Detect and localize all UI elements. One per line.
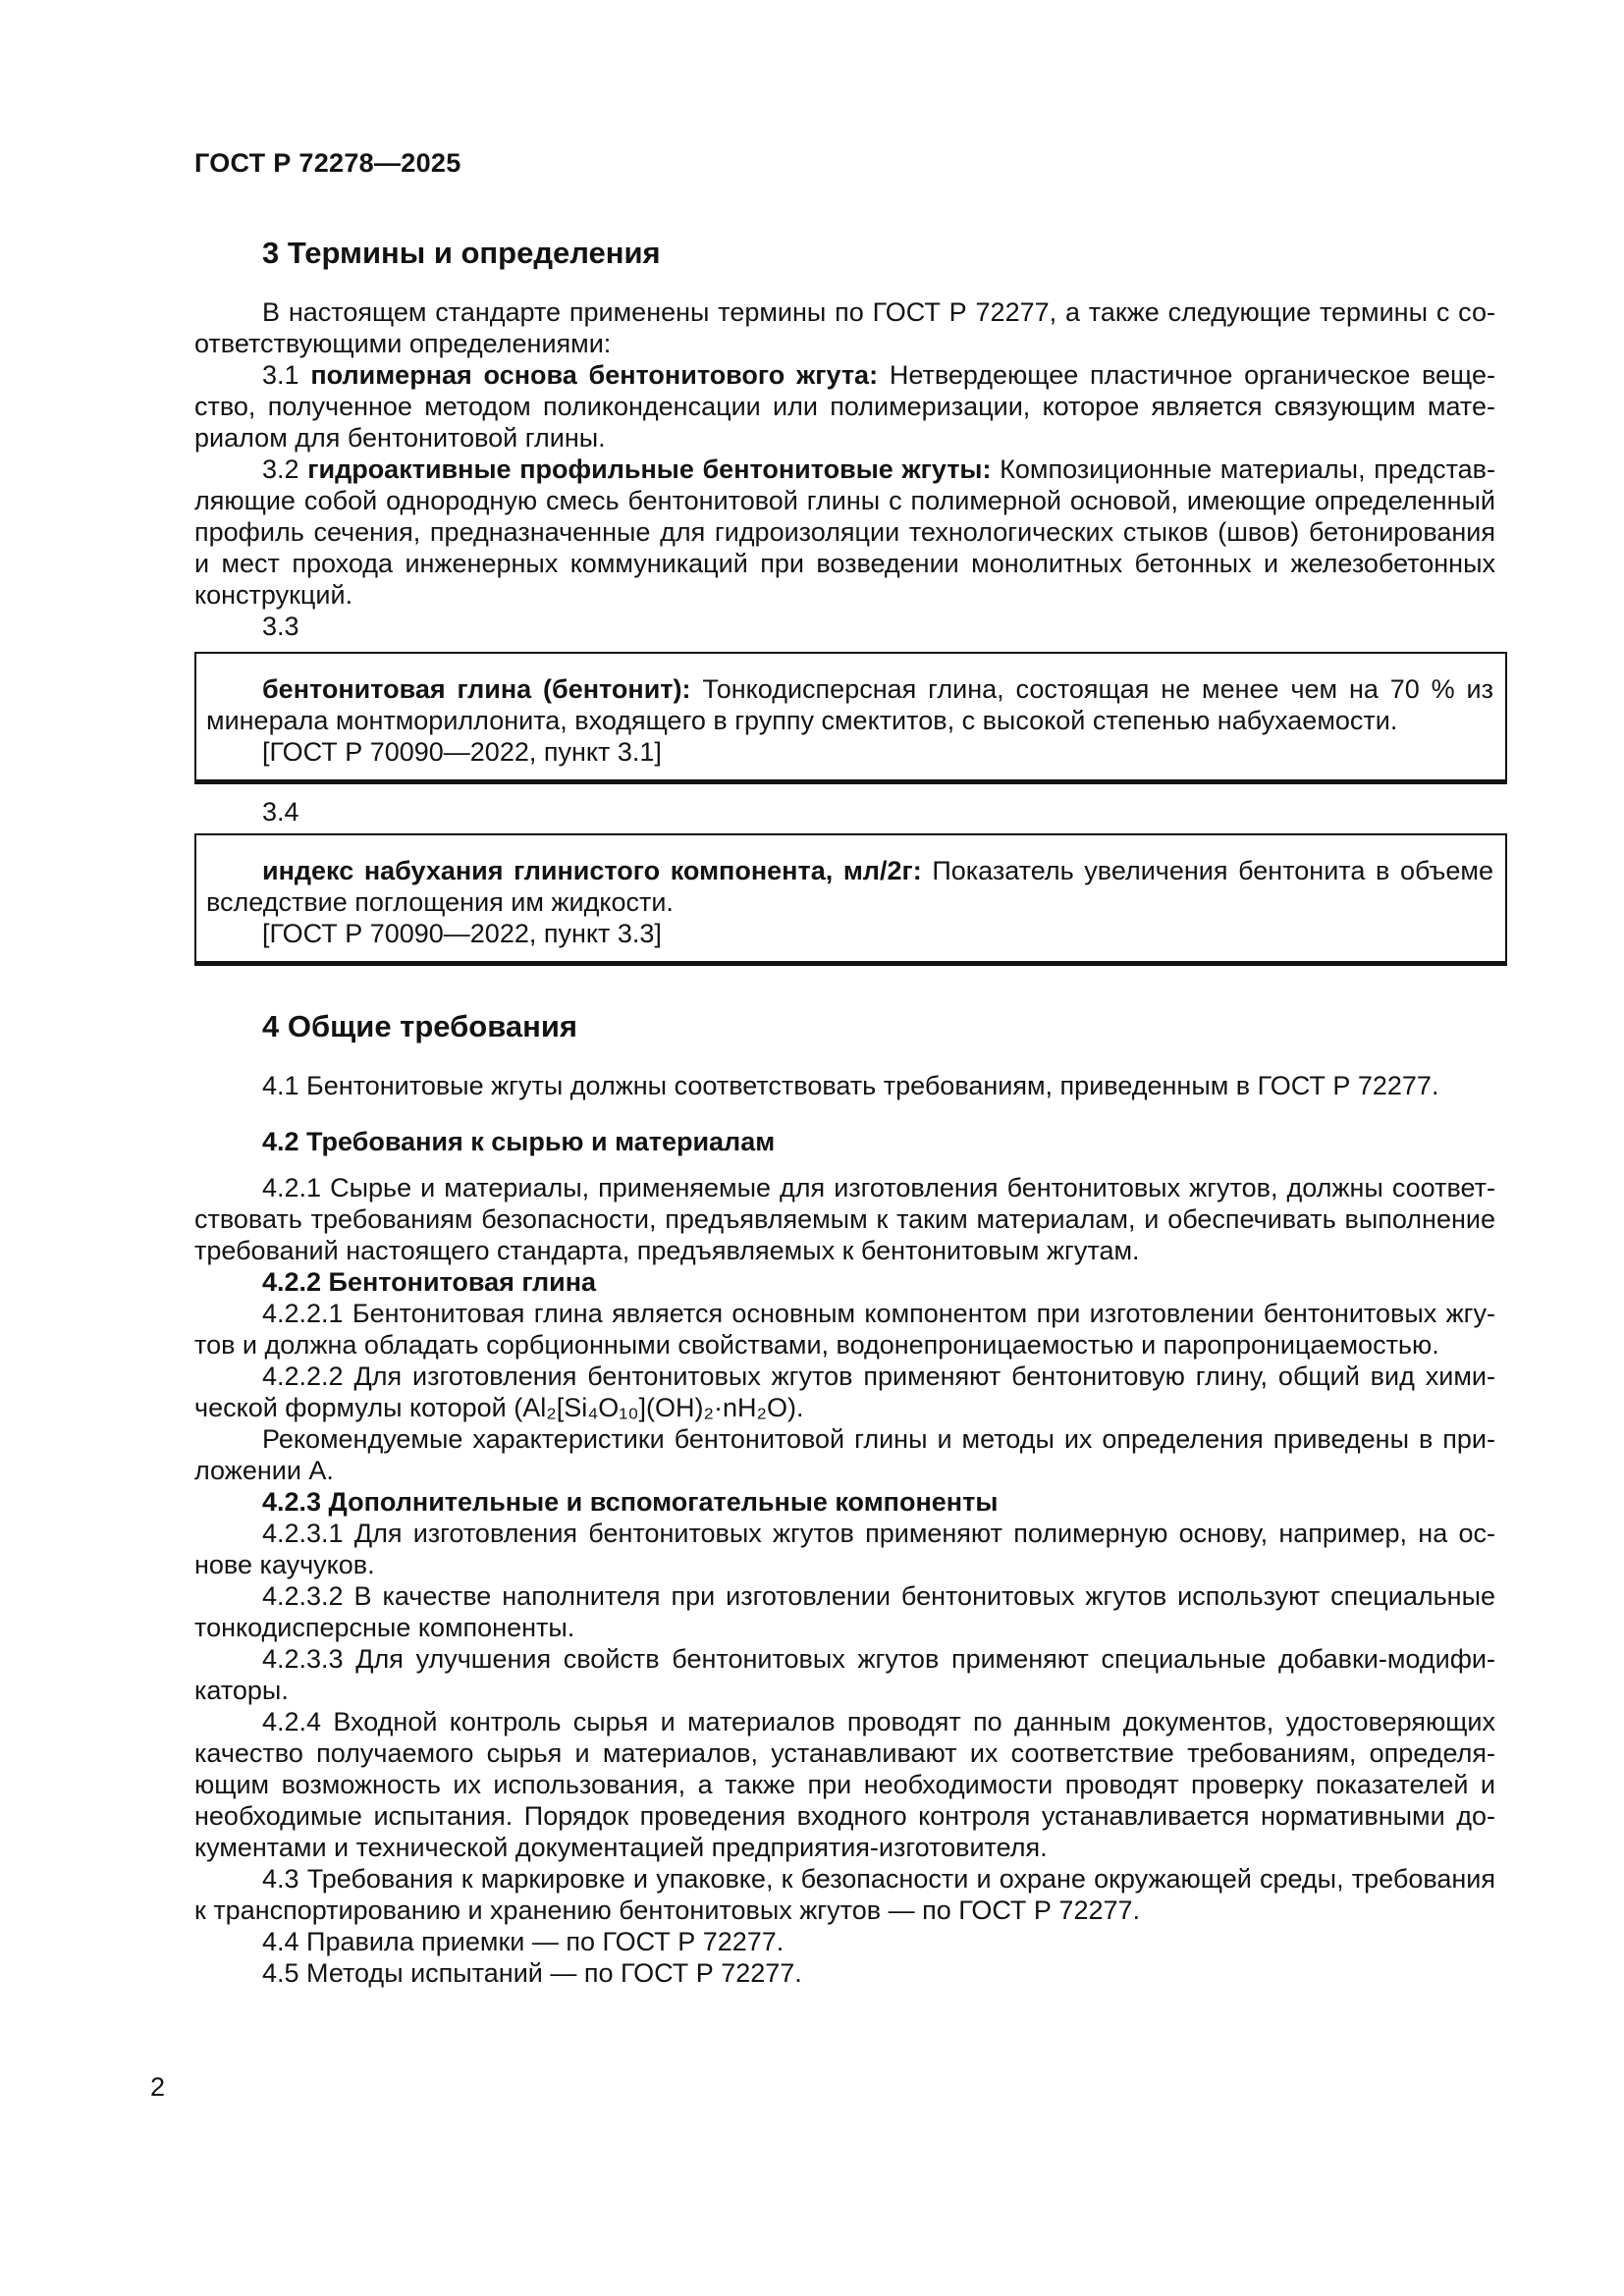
- paragraph-4-5: 4.5 Методы испытаний — по ГОСТ Р 72277.: [262, 1958, 802, 1988]
- paragraph-4-1: 4.1 Бентонитовые жгуты должны соответствовать требованиям, приведенным в ГОСТ Р 72277.: [262, 1071, 1439, 1100]
- term-3-4-name: индекс набухания глинистого компонента, мл/2г:: [262, 856, 922, 885]
- paragraph-4-2-3-2: 4.2.3.2 В качестве наполнителя при изготовлении бентонитовых жгутов используют специальные тонкодисперсные компоненты.: [194, 1581, 1495, 1642]
- page-number: 2: [150, 2072, 166, 2102]
- section-4-heading: 4 Общие требования: [262, 1009, 577, 1043]
- definition-box-3-4: [194, 833, 1507, 966]
- subheading-4-2-3: 4.2.3 Дополнительные и вспомогательные компоненты: [262, 1487, 999, 1517]
- term-3-1-definition: Нетвердеющее пластичное органическое вещество, полученное методом поликонденсации или полимеризации, которое является связующим материалом для бентонитовой глины.: [194, 360, 1495, 453]
- definition-box-3-3-text: [206, 673, 1493, 736]
- document-content: [194, 0, 1495, 1989]
- subheading-4-2: 4.2 Требования к сырью и материалам: [262, 1127, 776, 1156]
- term-3-3-definition: Тонкодисперсная глина, состоящая не менее чем на 70 % из минерала монтмориллонита, входящего в группу смектитов, с высокой степенью набухаемости.: [206, 674, 1493, 735]
- section-3-heading: 3 Термины и определения: [262, 236, 661, 270]
- paragraph-4-2-2-2-note: Рекомендуемые характеристики бентонитовой глины и методы их определения приведены в приложении А.: [194, 1424, 1495, 1485]
- definition-box-3-4-text: [206, 855, 1493, 918]
- paragraph-4-2-1: 4.2.1 Сырье и материалы, применяемые для изготовления бентонитовых жгутов, должны соответствовать требованиям безопасности, предъявляемым к таким материалам, и обеспечивать выполнение требований настоящего стандарта, предъявляемых к бентонитовым жгутам.: [194, 1173, 1495, 1265]
- definition-box-3-3-source: [ГОСТ Р 70090—2022, пункт 3.1]: [262, 737, 662, 767]
- term-3-2-name: гидроактивные профильные бентонитовые жгуты:: [307, 454, 992, 484]
- paragraph-4-2-2-1: 4.2.2.1 Бентонитовая глина является основным компонентом при изготовлении бентонитовых жгутов и должна обладать сорбционными свойствами, водонепроницаемостью и паропроницаемостью.: [194, 1299, 1495, 1360]
- document-code: ГОСТ Р 72278—2025: [194, 148, 461, 178]
- term-3-1-name: полимерная основа бентонитового жгута:: [310, 360, 879, 390]
- term-3-1-number: 3.1: [262, 360, 311, 390]
- terms-intro-paragraph: В настоящем стандарте применены термины по ГОСТ Р 72277, а также следующие термины с соответствующими определениями:: [194, 297, 1495, 358]
- paragraph-4-2-4: 4.2.4 Входной контроль сырья и материалов проводят по данным документов, удостоверяющих качество получаемого сырья и материалов, устанавливают их соответствие требованиям, определяющим возможность их использования, а также при необходимости проводят проверку показателей и необходимые испытания. Порядок проведения входного контроля устанавливается нормативными документами и технической документацией предприятия-изготовителя.: [194, 1707, 1495, 1862]
- definition-box-3-3: [194, 652, 1507, 784]
- term-3-3-number-line: 3.3: [262, 612, 299, 641]
- term-3-4-definition: Показатель увеличения бентонита в объеме вследствие поглощения им жидкости.: [206, 856, 1494, 917]
- paragraph-4-3: 4.3 Требования к маркировке и упаковке, к безопасности и охране окружающей среды, требования к транспортированию и хранению бентонитовых жгутов — по ГОСТ Р 72277.: [194, 1864, 1495, 1925]
- paragraph-4-4: 4.4 Правила приемки — по ГОСТ Р 72277.: [262, 1927, 785, 1956]
- paragraph-4-2-3-3: 4.2.3.3 Для улучшения свойств бентонитовых жгутов применяют специальные добавки-модификаторы.: [194, 1644, 1495, 1705]
- term-3-2-number: 3.2: [262, 454, 308, 484]
- definition-box-3-4-source: [ГОСТ Р 70090—2022, пункт 3.3]: [262, 919, 662, 948]
- term-3-1-paragraph: [194, 359, 1495, 454]
- term-3-2-definition: Композиционные материалы, представляющие собой однородную смесь бентонитовой глины с полимерной основой, имеющие определенный профиль сечения, предназначенные для гидроизоляции технологических стыков (швов) бетонирования и мест прохода инженерных коммуникаций при возведении монолитных бетонных и железобетонных конструкций.: [194, 454, 1495, 610]
- subheading-4-2-2: 4.2.2 Бентонитовая глина: [262, 1267, 597, 1297]
- paragraph-4-2-2-2: 4.2.2.2 Для изготовления бентонитовых жгутов применяют бентонитовую глину, общий вид химической формулы которой (Al₂[Si₄O₁₀](OH)₂·nH₂O).: [194, 1362, 1495, 1422]
- term-3-3-name: бентонитовая глина (бентонит):: [262, 674, 691, 704]
- term-3-2-paragraph: [194, 454, 1495, 611]
- term-3-4-number-line: 3.4: [262, 797, 299, 827]
- paragraph-4-2-3-1: 4.2.3.1 Для изготовления бентонитовых жгутов применяют полимерную основу, например, на основе каучуков.: [194, 1519, 1495, 1579]
